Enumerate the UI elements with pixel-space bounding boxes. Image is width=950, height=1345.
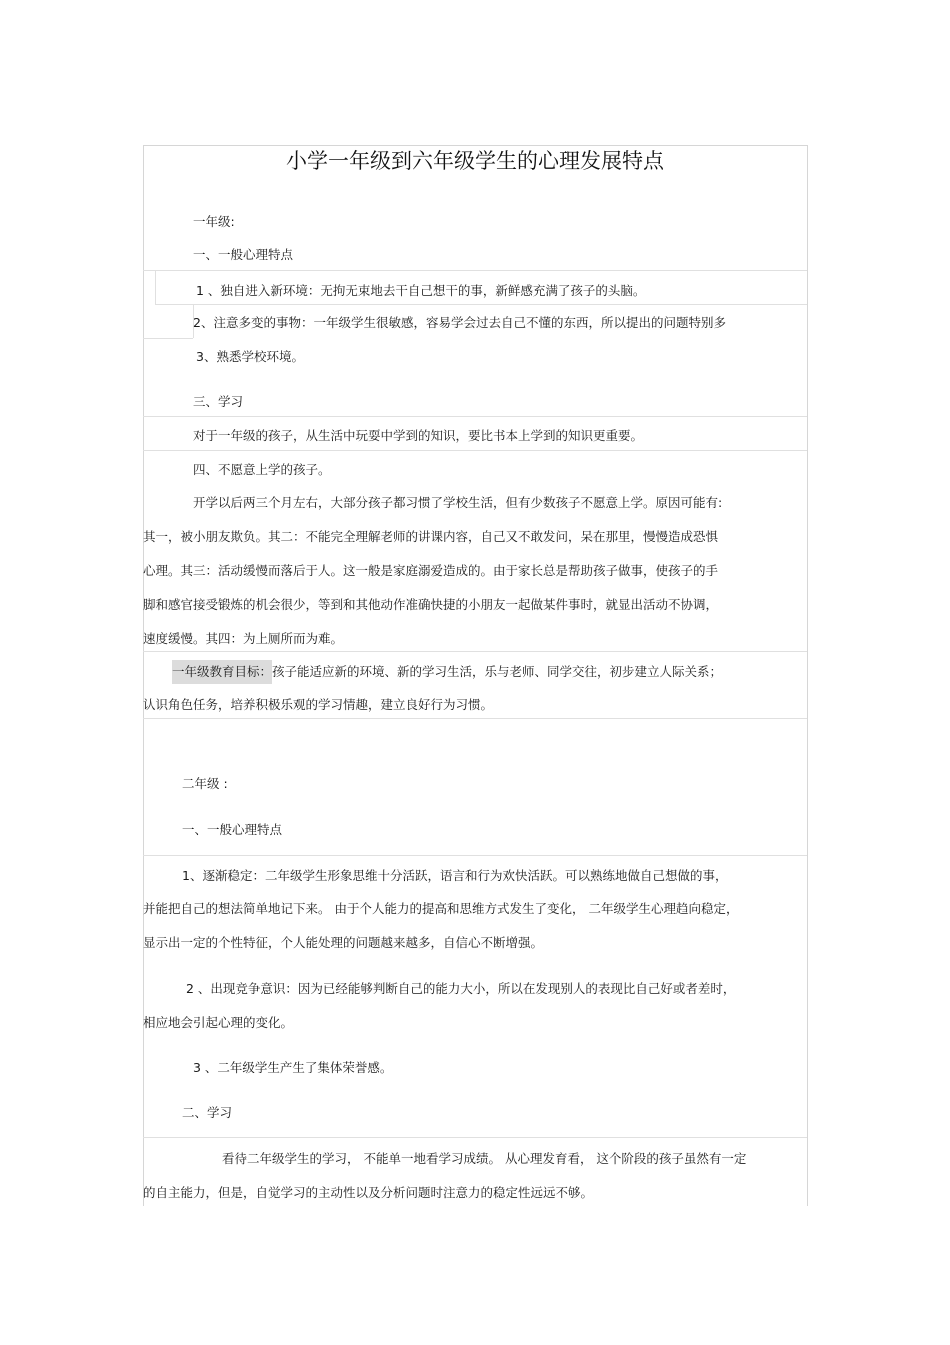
divider: [143, 270, 807, 271]
divider: [143, 416, 807, 417]
grade1-section-learning: 三、学习: [193, 394, 244, 409]
divider: [143, 1137, 807, 1138]
grade1-paragraph-line: 心理。其三：活动缓慢而落后于人。这一般是家庭溺爱造成的。由于家长总是帮助孩子做事，使孩子的手: [143, 563, 719, 578]
grade2-section-general: 一、一般心理特点: [182, 822, 283, 837]
divider: [143, 450, 807, 451]
grade2-learning-line: 的自主能力，但是，自觉学习的主动性以及分析问题时注意力的稳定性远远不够。: [143, 1185, 594, 1200]
grade1-goal-line: 一年级教育目标：孩子能适应新的环境、新的学习生活，乐与老师、同学交往，初步建立人际关系；: [172, 664, 723, 679]
grade1-learning-text: 对于一年级的孩子，从生活中玩耍中学到的知识，要比书本上学到的知识更重要。: [193, 428, 644, 443]
grade2-item-2-line: 相应地会引起心理的变化。: [143, 1015, 294, 1030]
divider: [155, 304, 807, 305]
grade2-learning-line: 看待二年级学生的学习， 不能单一地看学习成绩。 从心理发育看， 这个阶段的孩子虽然有一定: [222, 1151, 747, 1166]
grade1-goal-line: 认识角色任务，培养积极乐观的学习情趣，建立良好行为习惯。: [143, 697, 494, 712]
grade1-item-3: 3、熟悉学校环境。: [196, 349, 304, 364]
divider: [143, 718, 807, 719]
grade1-section-general: 一、一般心理特点: [193, 247, 294, 262]
grade2-item-1-line: 显示出一定的个性特征，个人能处理的问题越来越多，自信心不断增强。: [143, 935, 544, 950]
grade2-item-2-line: 2 、出现竞争意识：因为已经能够判断自己的能力大小，所以在发现别人的表现比自己好或者差时，: [186, 981, 736, 996]
grade2-item-1-line: 并能把自己的想法简单地记下来。 由于个人能力的提高和思维方式发生了变化， 二年级学生心理趋向稳定，: [143, 901, 739, 916]
divider: [143, 338, 193, 339]
grade2-item-1-line: 1、逐渐稳定：二年级学生形象思维十分活跃，语言和行为欢快活跃。可以熟练地做自己想做的事，: [182, 868, 728, 883]
divider: [143, 855, 807, 856]
grade1-paragraph-line: 速度缓慢。其四：为上厕所而为难。: [143, 631, 344, 646]
grade1-paragraph-line: 脚和感官接受锻炼的机会很少，等到和其他动作准确快捷的小朋友一起做某件事时，就显出活动不协调，: [143, 597, 719, 612]
grade2-section-learning: 二、学习: [182, 1105, 233, 1120]
grade1-item-1: 1 、独自进入新环境：无拘无束地去干自己想干的事，新鲜感充满了孩子的头脑。: [196, 283, 646, 298]
grade1-paragraph-line: 其一，被小朋友欺负。其二：不能完全理解老师的讲课内容，自己又不敢发问，呆在那里，慢慢造成恐惧: [143, 529, 719, 544]
page-title: 小学一年级到六年级学生的心理发展特点: [286, 149, 664, 173]
grade1-heading: 一年级:: [193, 214, 235, 229]
grade1-item-2: 2、注意多变的事物：一年级学生很敏感，容易学会过去自己不懂的东西，所以提出的问题特别多: [193, 315, 726, 330]
divider: [143, 651, 807, 652]
grade2-item-3: 3 、二年级学生产生了集体荣誉感。: [193, 1060, 393, 1075]
grade1-section-reluctant: 四、不愿意上学的孩子。: [193, 462, 331, 477]
grade1-paragraph-line: 开学以后两三个月左右，大部分孩子都习惯了学校生活，但有少数孩子不愿意上学。原因可能有:: [193, 495, 723, 510]
grade2-heading: 二年级 :: [182, 776, 228, 791]
divider: [155, 270, 156, 304]
